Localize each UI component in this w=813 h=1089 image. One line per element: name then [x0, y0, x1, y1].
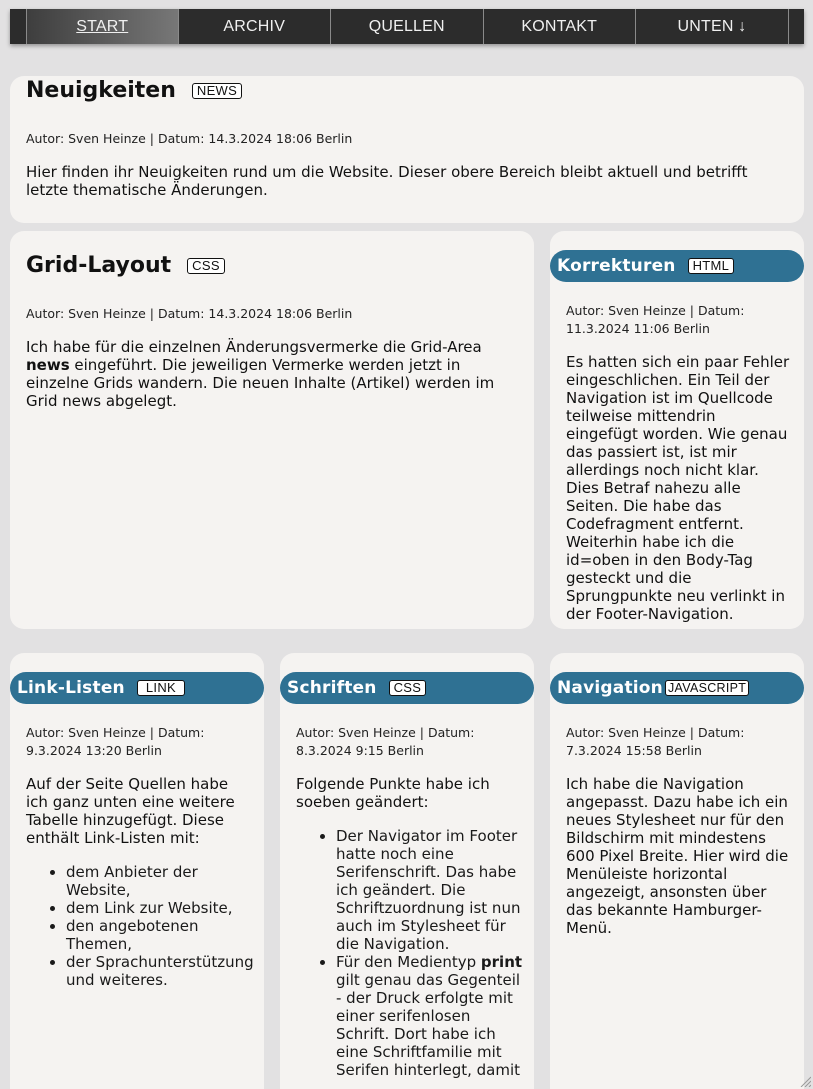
news-heading	[26, 78, 242, 103]
grid-tag: CSS	[187, 258, 225, 274]
news-card	[10, 76, 804, 223]
nav-item-quellen[interactable]: QUELLEN	[331, 9, 484, 44]
korrekturen-banner	[550, 250, 804, 282]
list-item: • den angebotenen Themen,	[66, 917, 256, 953]
grid-text-part2: eingeführt. Die jeweiligen Vermerke werden jetzt in einzelne Grids wandern. Die neuen Inhalte (Artikel) werden im Grid news abgelegt.	[26, 356, 495, 410]
navigation-meta: Autor: Sven Heinze | Datum: 7.3.2024 15:58 Berlin	[566, 725, 745, 758]
grid-text	[26, 338, 522, 410]
korrekturen-tag: HTML	[688, 258, 735, 274]
main-navigation	[10, 9, 804, 44]
list-item: • dem Link zur Website,	[66, 899, 256, 917]
schriften-item2-bold: print	[480, 953, 523, 971]
schriften-list	[296, 827, 526, 1079]
grid-title: Grid-Layout	[26, 253, 172, 278]
list-item: • dem Anbieter der Website,	[66, 863, 256, 899]
grid-layout-card	[10, 231, 534, 629]
navigation-text: Ich habe die Navigation angepasst. Dazu habe ich ein neues Stylesheet nur für den Bildschirm mit mindestens 600 Pixel Breite. Hier wird die Menüleiste horizontal angezeigt, ansonsten über das bekannte Hamburger-Menü.	[566, 775, 789, 937]
resize-grip-icon[interactable]	[799, 1075, 811, 1087]
schriften-meta: Autor: Sven Heinze | Datum: 8.3.2024 9:15 Berlin	[296, 725, 475, 758]
grid-text-bold: news	[26, 356, 70, 374]
schriften-item2-part1: Für den Medientyp	[336, 953, 481, 971]
korrekturen-title: Korrekturen	[557, 256, 676, 276]
navigation-tag: JAVASCRIPT	[665, 680, 749, 696]
link-listen-list	[26, 863, 256, 989]
korrekturen-text: Es hatten sich ein paar Fehler eingeschlichen. Ein Teil der Navigation ist im Quellcode teilweise mittendrin eingefügt worden. Wie genau das passiert ist, ist mir allerdings noch nicht klar. Dies Betraf nahezu alle Seiten. Die habe das Codefragment entfernt. Weiterhin habe ich die id=oben in den Body-Tag gesteckt und die Sprungpunkte neu verlinkt in der Footer-Navigation.	[566, 353, 790, 623]
news-title: Neuigkeiten	[26, 78, 176, 103]
list-item: • Der Navigator im Footer hatte noch eine Serifenschrift. Das habe ich geändert. Die Schriftzuordnung ist nun auch im Stylesheet für die Navigation.	[336, 827, 526, 953]
link-listen-card	[10, 653, 264, 1089]
nav-item-unten[interactable]: UNTEN ↓	[636, 9, 789, 44]
schriften-tag: CSS	[389, 680, 427, 696]
korrekturen-meta: Autor: Sven Heinze | Datum: 11.3.2024 11:06 Berlin	[566, 303, 745, 336]
nav-item-start[interactable]: START	[26, 9, 179, 44]
navigation-banner	[550, 672, 804, 704]
grid-meta: Autor: Sven Heinze | Datum: 14.3.2024 18:06 Berlin	[26, 306, 353, 321]
nav-item-archiv[interactable]: ARCHIV	[179, 9, 332, 44]
schriften-item2-part2: gilt genau das Gegenteil - der Druck erfolgte mit einer serifenlosen Schrift. Dort habe ich eine Schriftfamilie mit Serifen hinterlegt, damit	[336, 971, 521, 1079]
list-item: • der Sprachunterstützung und weiteres.	[66, 953, 256, 989]
link-listen-tag: LINK	[137, 680, 185, 696]
navigation-title: Navigation	[557, 678, 663, 698]
schriften-text: Folgende Punkte habe ich soeben geändert:	[296, 775, 490, 811]
grid-heading	[26, 253, 225, 278]
link-listen-title: Link-Listen	[17, 678, 125, 698]
news-tag: NEWS	[192, 83, 242, 99]
list-item	[336, 953, 526, 1079]
link-listen-text: Auf der Seite Quellen habe ich ganz unten eine weitere Tabelle hinzugefügt. Diese enthält Link-Listen mit:	[26, 775, 235, 847]
grid-text-part1: Ich habe für die einzelnen Änderungsvermerke die Grid-Area	[26, 338, 482, 356]
schriften-card	[280, 653, 534, 1089]
news-text: Hier finden ihr Neuigkeiten rund um die Website. Dieser obere Bereich bleibt aktuell und betrifft letzte thematische Änderungen.	[26, 163, 748, 199]
korrekturen-card	[550, 231, 804, 629]
nav-item-kontakt[interactable]: KONTAKT	[484, 9, 637, 44]
schriften-title: Schriften	[287, 678, 377, 698]
schriften-banner	[280, 672, 534, 704]
news-meta: Autor: Sven Heinze | Datum: 14.3.2024 18:06 Berlin	[26, 131, 353, 146]
navigation-card	[550, 653, 804, 1089]
link-listen-meta: Autor: Sven Heinze | Datum: 9.3.2024 13:20 Berlin	[26, 725, 205, 758]
link-listen-banner	[10, 672, 264, 704]
